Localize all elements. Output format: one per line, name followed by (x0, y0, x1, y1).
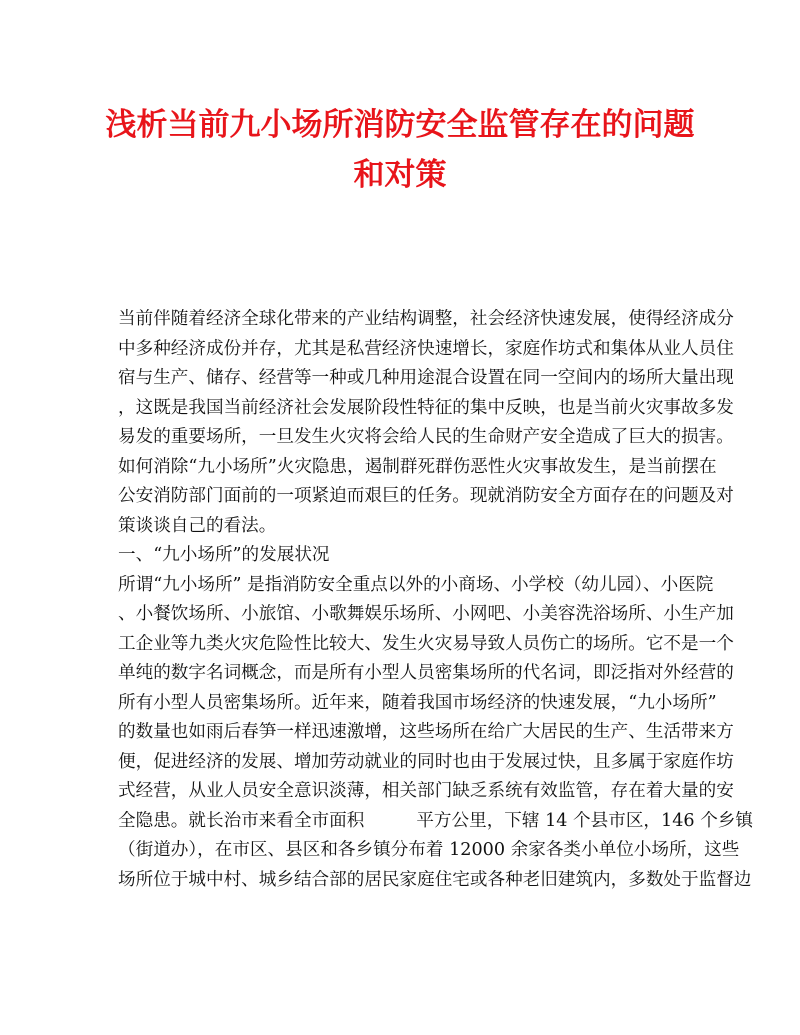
body-line: 所有小型人员密集场所。近年来，随着我国市场经济的快速发展，“九小场所” (118, 692, 717, 713)
body-line: 工企业等九类火灾危险性比较大、发生火灾易导致人员伤亡的场所。它不是一个 (118, 633, 734, 654)
title-line-1: 浅析当前九小场所消防安全监管存在的问题 (105, 107, 695, 143)
body-line: 如何消除“九小场所”火灾隐患，遏制群死群伤恶性火灾事故发生，是当前摆在 (118, 456, 717, 477)
body-line: 单纯的数字名词概念，而是所有小型人员密集场所的代名词，即泛指对外经营的 (118, 663, 734, 683)
body-line: 公安消防部门面前的一项紧迫而艰巨的任务。现就消防安全方面存在的问题及对 (118, 486, 734, 506)
body-line: 式经营，从业人员安全意识淡薄，相关部门缺乏系统有效监管，存在着大量的安 (118, 781, 734, 801)
section-heading: 一、“九小场所”的发展状况 (118, 545, 330, 565)
body-line: 的数量也如雨后春笋一样迅速激增，这些场所在给广大居民的生产、生活带来方 (118, 722, 734, 742)
document-title (100, 100, 700, 200)
body-line: 策谈谈自己的看法。 (118, 515, 277, 536)
body-line: ，这既是我国当前经济社会发展阶段性特征的集中反映，也是当前火灾事故多发 (118, 397, 734, 418)
body-line: 当前伴随着经济全球化带来的产业结构调整，社会经济快速发展，使得经济成分 (118, 309, 734, 329)
body-line (118, 807, 753, 837)
body-line: 便，促进经济的发展、增加劳动就业的同时也由于发展过快，且多属于家庭作坊 (118, 751, 734, 772)
body-line: 中多种经济成份并存，尤其是私营经济快速增长，家庭作坊式和集体从业人员住 (118, 338, 734, 359)
body-line: 场所位于城中村、城乡结合部的居民家庭住宅或各种老旧建筑内，多数处于监督边 (118, 869, 752, 890)
body-line-part: 全隐患。就长治市来看全市面积 (118, 810, 365, 831)
body-line: （街道办），在市区、县区和各乡镇分布着 12000 余家各类小单位小场所，这些 (118, 840, 740, 860)
document-body (118, 305, 753, 895)
body-line: 易发的重要场所，一旦发生火灾将会给人民的生命财产安全造成了巨大的损害。 (118, 427, 734, 447)
body-line: 、小餐饮场所、小旅馆、小歌舞娱乐场所、小网吧、小美容洗浴场所、小生产加 (118, 604, 734, 624)
body-line: 所谓“九小场所” 是指消防安全重点以外的小商场、小学校（幼儿园）、小医院 (118, 574, 714, 595)
body-line-part: 平方公里，下辖 14 个县市区，146 个乡镇 (416, 810, 753, 831)
body-line: 宿与生产、储存、经营等一种或几种用途混合设置在同一空间内的场所大量出现 (118, 368, 734, 388)
title-line-2: 和对策 (353, 157, 447, 193)
